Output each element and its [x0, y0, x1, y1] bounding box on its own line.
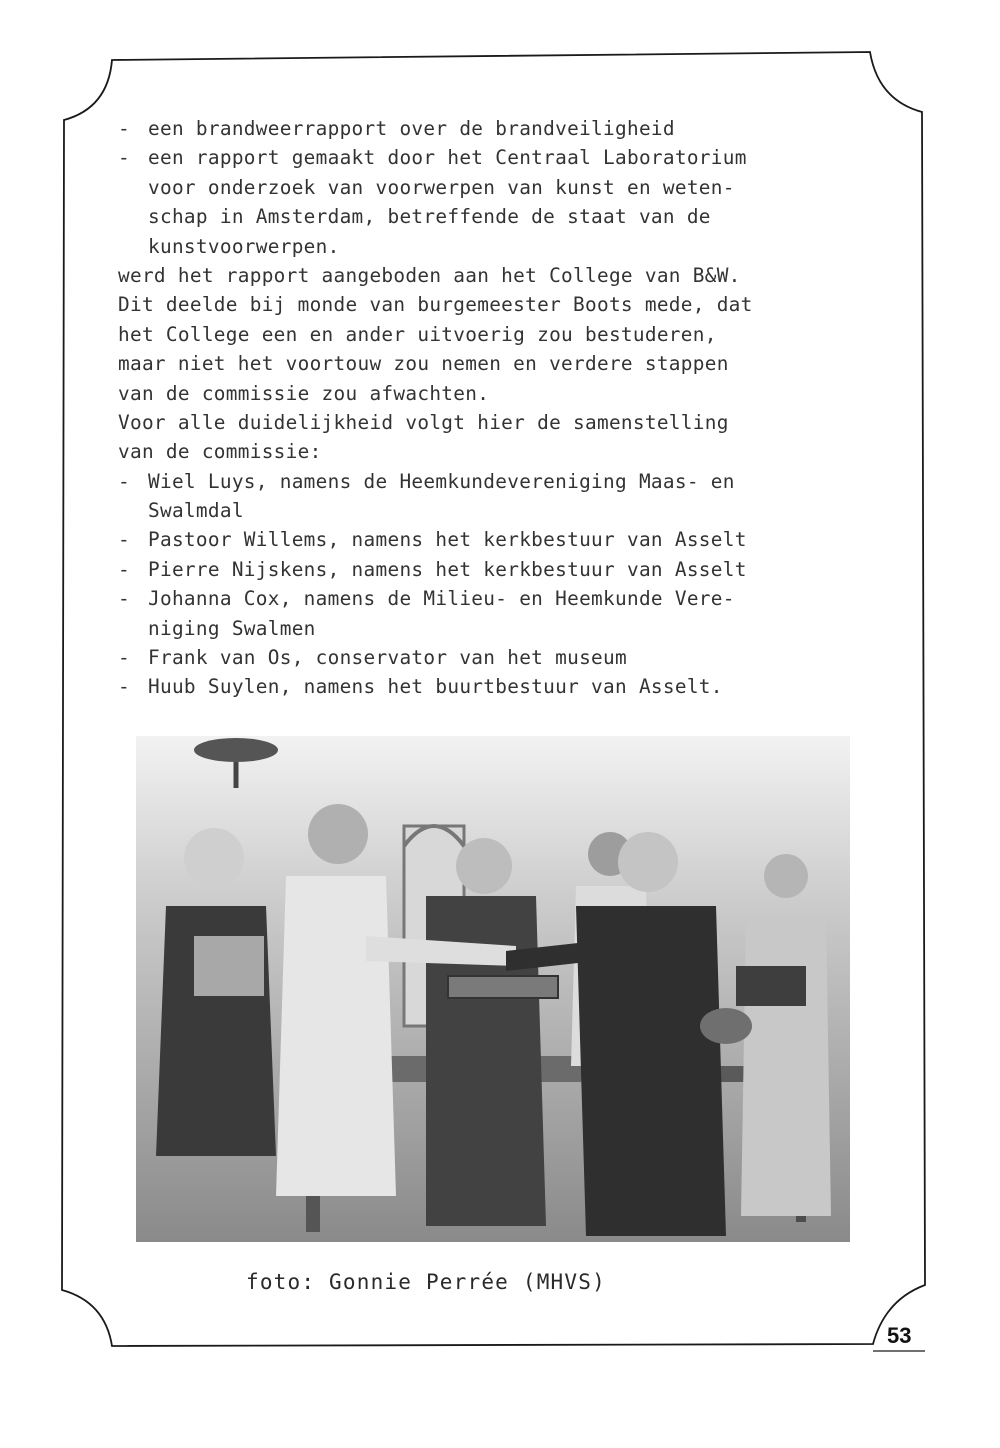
bullet-dash: -	[118, 469, 130, 493]
photo-person-2	[308, 804, 368, 864]
text-line-content: van de commissie zou afwachten.	[118, 381, 490, 405]
text-line	[118, 467, 888, 496]
text-line	[118, 643, 888, 672]
photo-person-3	[456, 838, 512, 894]
text-line-content: een brandweerrapport over de brandveiligheid	[148, 117, 675, 140]
bullet-dash: -	[118, 528, 130, 552]
text-line-content: van de commissie:	[118, 440, 322, 464]
text-line	[118, 437, 888, 466]
bullet-dash: -	[118, 675, 130, 699]
text-line-content: Frank van Os, conservator van het museum	[148, 646, 627, 670]
text-line	[118, 261, 888, 290]
text-line	[118, 143, 888, 172]
text-line	[118, 379, 888, 408]
photo-lamp	[194, 738, 278, 762]
text-line-content: Pastoor Willems, namens het kerkbestuur van Asselt	[148, 528, 747, 552]
text-line-content: Pierre Nijskens, namens het kerkbestuur van Asselt	[148, 557, 747, 581]
text-line-content: het College een en ander uitvoerig zou bestuderen,	[118, 322, 717, 346]
text-line-content: maar niet het voortouw zou nemen en verdere stappen	[118, 352, 729, 376]
text-line	[118, 232, 888, 261]
text-line	[118, 496, 888, 525]
photo-person-1	[184, 828, 244, 888]
text-line	[118, 114, 888, 143]
body-text	[118, 114, 888, 702]
photograph	[136, 736, 850, 1242]
text-line	[118, 320, 888, 349]
text-line-content: voor onderzoek van voorwerpen van kunst en weten-	[148, 175, 735, 199]
text-line-content: Swalmdal	[148, 499, 244, 523]
page-number: 53	[887, 1323, 912, 1348]
text-line	[118, 525, 888, 554]
text-line-content: Johanna Cox, namens de Milieu- en Heemkunde Vere-	[148, 587, 735, 611]
bullet-dash: -	[118, 587, 130, 611]
text-line	[118, 408, 888, 437]
text-line	[118, 202, 888, 231]
bullet-dash: -	[118, 117, 130, 140]
photo-person-6	[764, 854, 808, 898]
bullet-dash: -	[118, 146, 130, 170]
text-line-content: niging Swalmen	[148, 616, 316, 640]
photo-person-5	[618, 832, 678, 892]
bullet-dash: -	[118, 646, 130, 670]
text-line-content: schap in Amsterdam, betreffende de staat van de	[148, 205, 711, 229]
photo-plaque	[448, 976, 558, 998]
text-line	[118, 672, 888, 701]
text-line-content: Voor alle duidelijkheid volgt hier de samenstelling	[118, 410, 729, 434]
text-line-content: Dit deelde bij monde van burgemeester Boots mede, dat	[118, 293, 753, 317]
text-line	[118, 555, 888, 584]
text-line	[118, 614, 888, 643]
text-line-content: een rapport gemaakt door het Centraal Laboratorium	[148, 146, 747, 170]
text-line	[118, 290, 888, 319]
text-line-content: Wiel Luys, namens de Heemkundevereniging Maas- en	[148, 469, 735, 493]
text-line-content: werd het rapport aangeboden aan het College van B&W.	[118, 263, 741, 287]
text-line	[118, 584, 888, 613]
photo-caption: foto: Gonnie Perrée (MHVS)	[246, 1270, 606, 1294]
text-line-content: Huub Suylen, namens het buurtbestuur van Asselt.	[148, 675, 723, 699]
text-line	[118, 349, 888, 378]
text-line-content: kunstvoorwerpen.	[148, 234, 340, 258]
bullet-dash: -	[118, 557, 130, 581]
photo-illustration	[136, 736, 850, 1242]
text-line	[118, 173, 888, 202]
